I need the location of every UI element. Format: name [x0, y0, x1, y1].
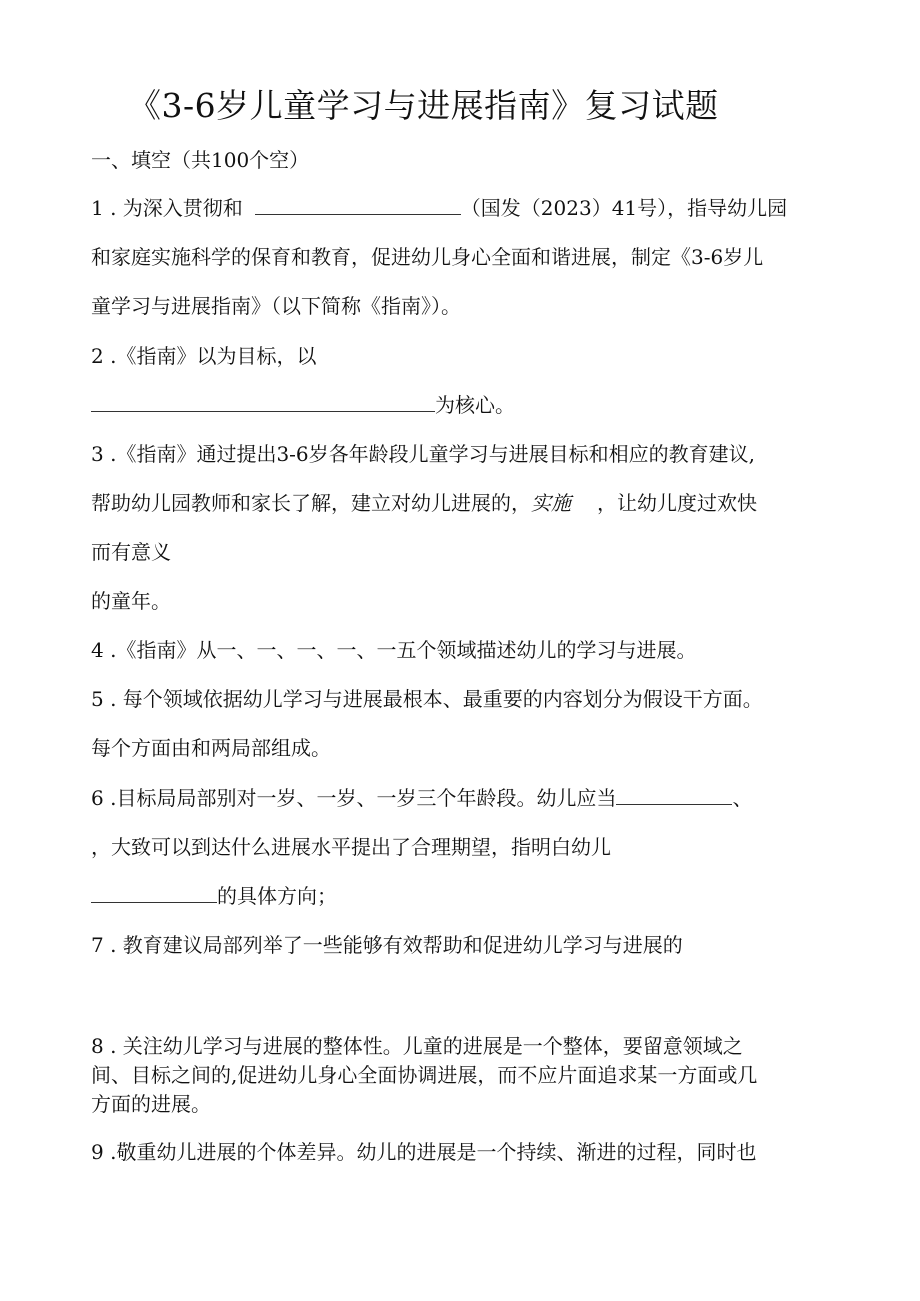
question-4-line-1: 4 .《指南》从一、一、一、一、一五个领域描述幼儿的学习与进展。 — [91, 638, 697, 662]
answer-blank[interactable] — [91, 393, 435, 412]
question-5-line-2: 每个方面由和两局部组成。 — [91, 736, 331, 760]
question-9-line-1: 9 .敬重幼儿进展的个体差异。幼儿的进展是一个持续、渐进的过程，同时也 — [91, 1140, 757, 1164]
question-6-comma: 、 — [732, 786, 753, 810]
question-3-italic-text: 实施 — [531, 491, 571, 515]
question-3-line-4: 的童年。 — [91, 589, 171, 613]
question-1-prefix: 1 . 为深入贯彻和 — [91, 196, 243, 220]
question-6-line-3 — [91, 882, 337, 910]
question-8-line-1: 8 . 关注幼儿学习与进展的整体性。儿童的进展是一个整体，要留意领域之 — [91, 1034, 743, 1058]
question-2-line-2 — [91, 391, 515, 419]
question-1-line-1 — [91, 194, 787, 222]
question-6-suffix: 的具体方向； — [217, 884, 337, 908]
question-8-line-3: 方面的进展。 — [91, 1092, 211, 1116]
question-6-line-1 — [91, 784, 752, 812]
question-1-suffix: （国发（2023）41号），指导幼儿园 — [460, 196, 788, 220]
question-1-line-2: 和家庭实施科学的保育和教育，促进幼儿身心全面和谐进展，制定《3-6岁儿 — [91, 245, 764, 269]
question-5-line-1: 5 . 每个领域依据幼儿学习与进展最根本、最重要的内容划分为假设干方面。 — [91, 687, 763, 711]
answer-blank[interactable] — [255, 196, 461, 215]
question-3-text-c: ，让幼儿度过欢快 — [597, 491, 757, 515]
question-2-suffix: 为核心。 — [435, 393, 515, 417]
question-3-line-1: 3 .《指南》通过提出3-6岁各年龄段儿童学习与进展目标和相应的教育建议, — [91, 442, 756, 466]
question-2-line-1: 2 .《指南》以为目标，以 — [91, 344, 317, 368]
question-3-line-3: 而有意义 — [91, 540, 171, 564]
page-title: 《3-6岁儿童学习与进展指南》复习试题 — [128, 86, 719, 125]
question-8-line-2: 间、目标之间的,促进幼儿身心全面协调进展，而不应片面追求某一方面或几 — [91, 1063, 758, 1087]
question-6-text: 6 .目标局局部别对一岁、一岁、一岁三个年龄段。幼儿应当 — [91, 786, 617, 810]
answer-blank[interactable] — [91, 884, 217, 903]
question-6-line-2: ，大致可以到达什么进展水平提出了合理期望，指明白幼儿 — [91, 835, 611, 859]
question-3-line-2 — [91, 489, 757, 517]
section-heading: 一、填空（共100个空） — [91, 148, 310, 172]
question-3-text-a: 帮助幼儿园教师和家长了解，建立对幼儿进展的， — [91, 491, 531, 515]
answer-blank[interactable] — [616, 786, 732, 805]
question-7-line-1: 7 . 教育建议局部列举了一些能够有效帮助和促进幼儿学习与进展的 — [91, 933, 683, 957]
question-1-line-3: 童学习与进展指南》（以下简称《指南》）。 — [91, 294, 461, 318]
